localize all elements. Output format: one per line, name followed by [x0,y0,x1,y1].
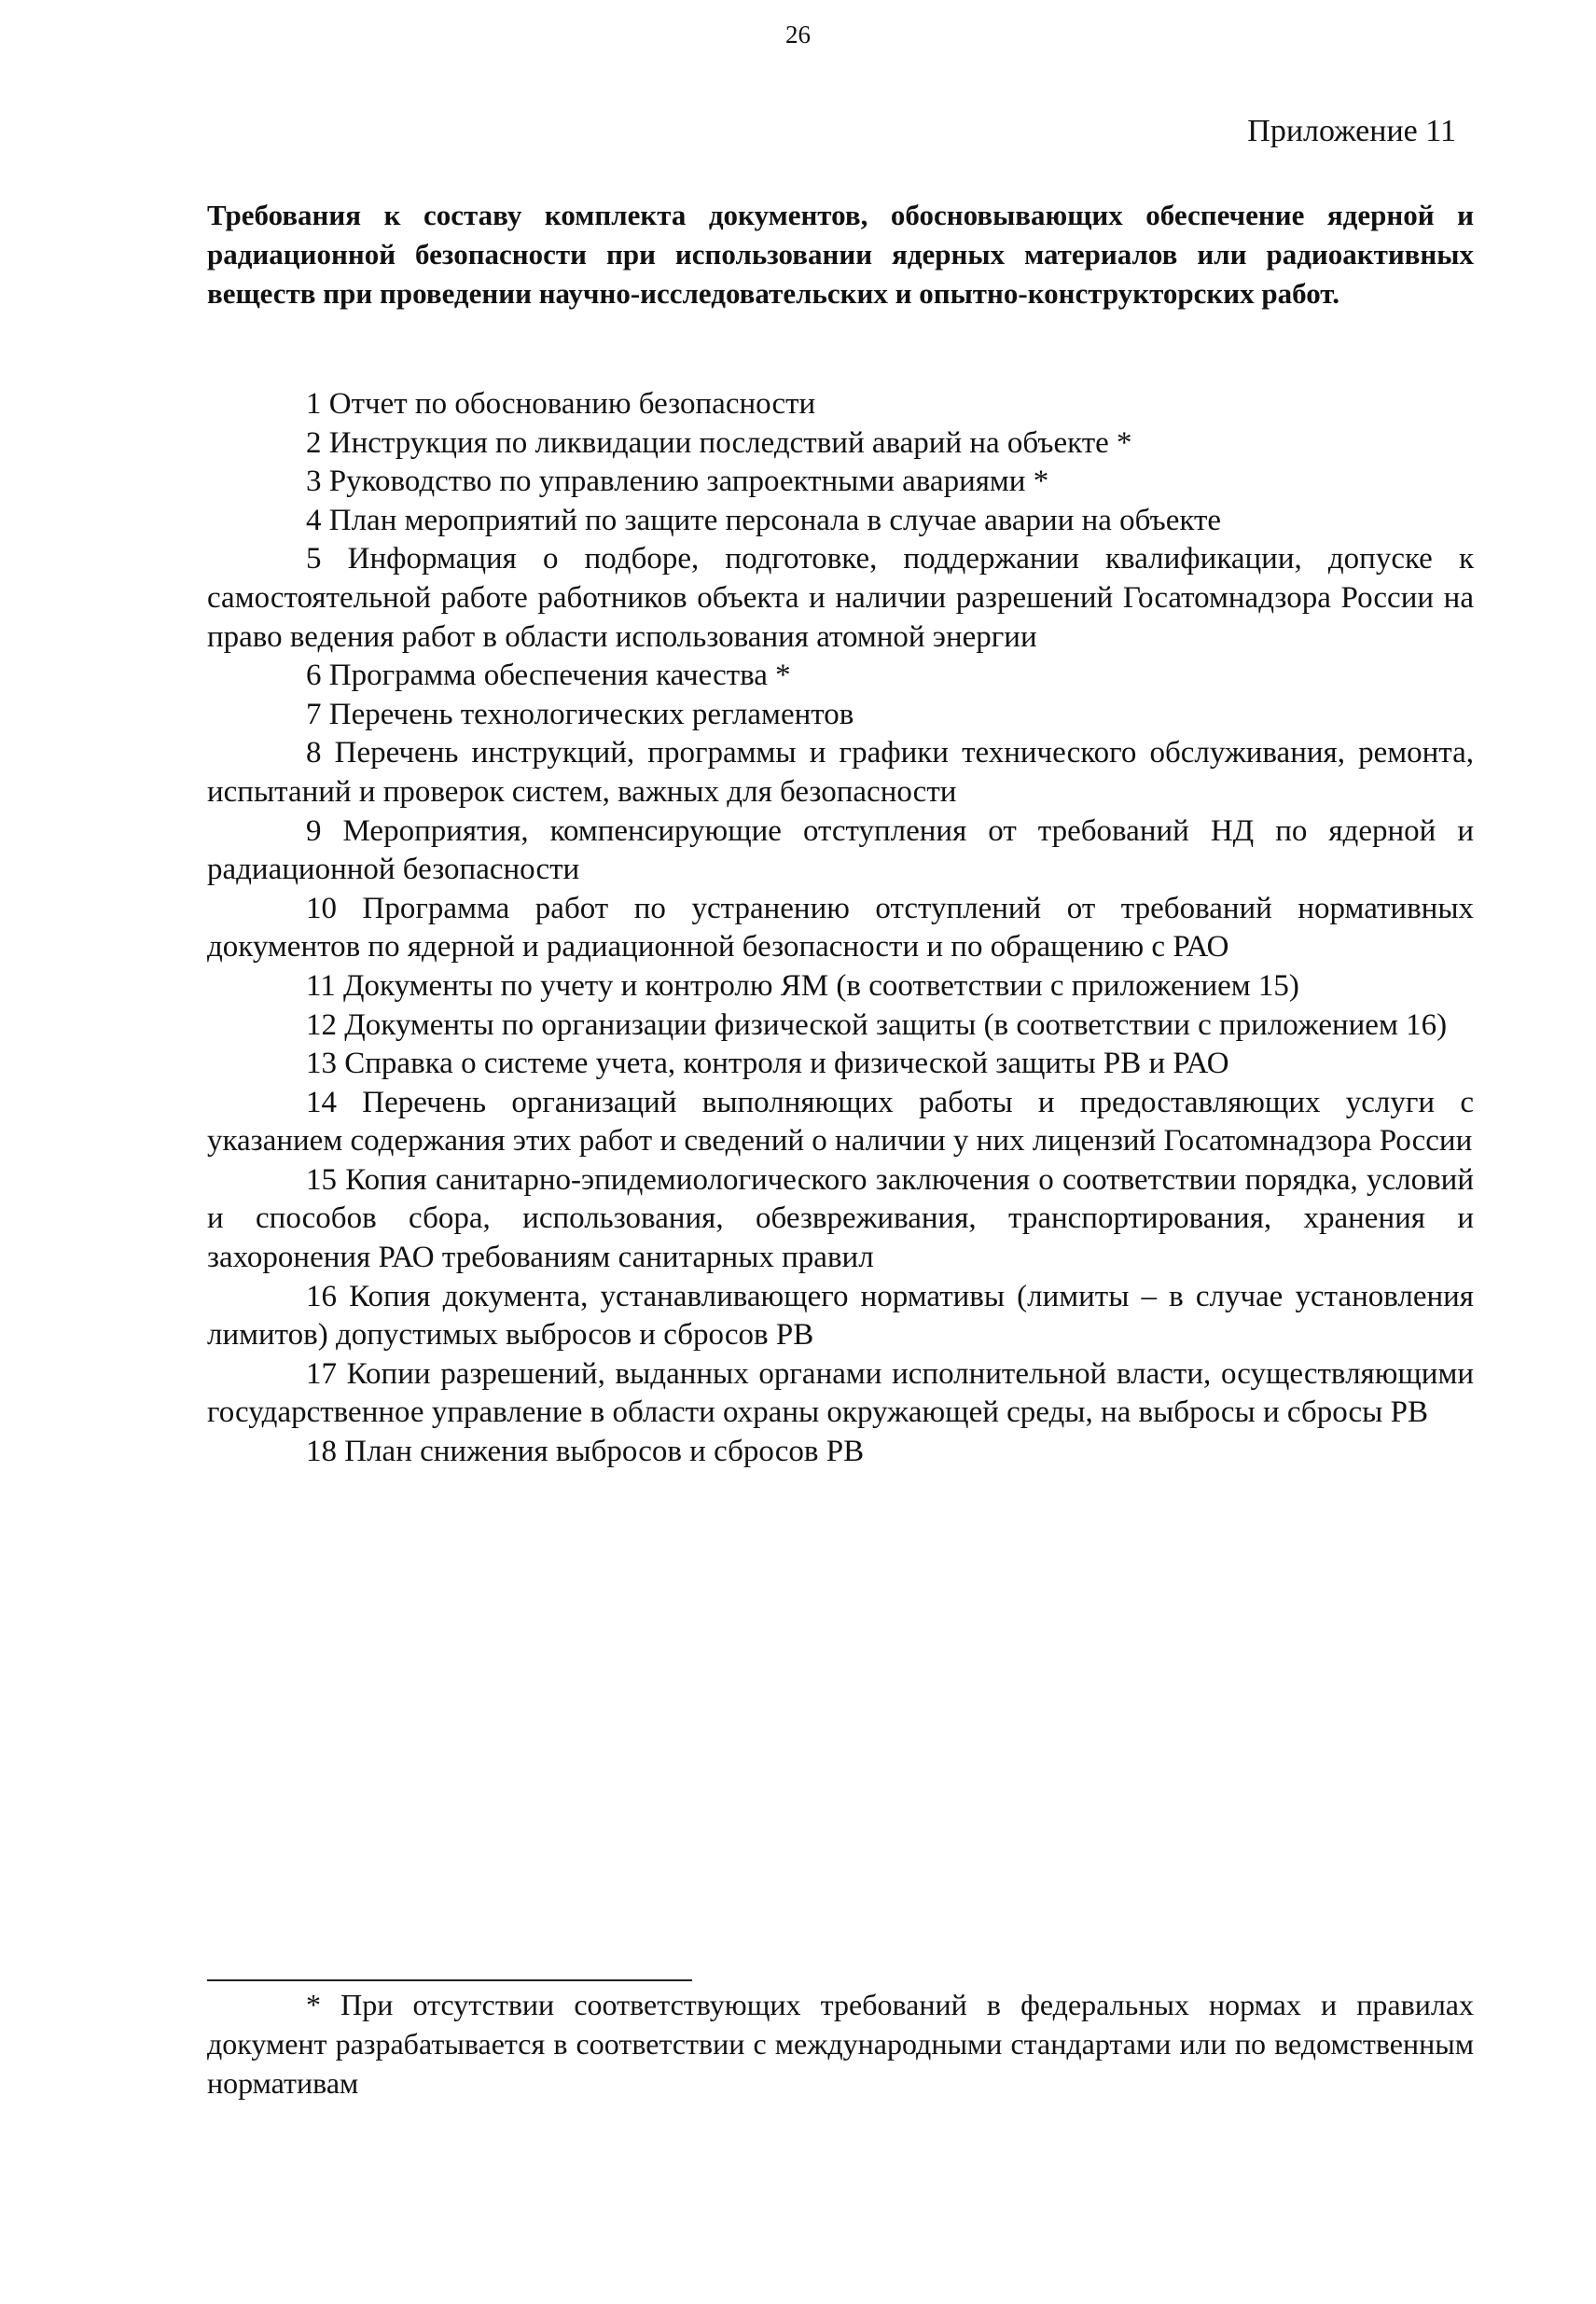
list-item: 13 Справка о системе учета, контроля и физической защиты РВ и РАО [306,1047,1229,1081]
list-item: 8 Перечень инструкций, программы и графики технического обслуживания, ремонта, испытаний и проверок систем, важных для безопасности [207,736,1474,809]
list-item: 16 Копия документа, устанавливающего нормативы (лимиты – в случае установления лимитов) допустимых выбросов и сбросов РВ [207,1279,1474,1353]
document-title: Требования к составу комплекта документов, обосновывающих обеспечение ядерной и радиационной безопасности при использовании ядерных материалов или радиоактивных веществ при проведении научно-исследовательских и опытно-конструкторских работ. [207,199,1474,310]
list-item: 1 Отчет по обоснованию безопасности [306,387,816,421]
list-item: 12 Документы по организации физической защиты (в соответствии с приложением 16) [306,1007,1448,1042]
appendix-label: Приложение 11 [1247,114,1456,148]
list-item: 7 Перечень технологических регламентов [306,697,854,731]
requirements-list [207,385,1474,1472]
list-item: 14 Перечень организаций выполняющих работы и предоставляющих услуги с указанием содержания этих работ и сведений о наличии у них лицензий Госатомнадзора России [207,1085,1474,1159]
footnote: * При отсутствии соответствующих требований в федеральных нормах и правилах документ разрабатывается в соответствии с международными стандартами или по ведомственным нормативам [207,1988,1474,2100]
list-item: 3 Руководство по управлению запроектными авариями * [306,465,1049,499]
list-item: 2 Инструкция по ликвидации последствий аварий на объекте * [306,425,1132,460]
list-item: 4 План мероприятий по защите персонала в случае аварии на объекте [306,503,1222,537]
footnote-divider [207,1979,692,1981]
list-item: 18 План снижения выбросов и сбросов РВ [306,1435,865,1469]
list-item: 10 Программа работ по устранению отступлений от требований нормативных документов по ядерной и радиационной безопасности и по обращению с РАО [207,891,1474,965]
list-item: 5 Информация о подборе, подготовке, поддержании квалификации, допуске к самостоятельной работе работников объекта и наличии разрешений Госатомнадзора России на право ведения работ в области использования атомной энергии [207,542,1474,654]
list-item: 11 Документы по учету и контролю ЯМ (в соответствии с приложением 15) [306,968,1299,1003]
list-item: 15 Копия санитарно-эпидемиологического заключения о соответствии порядка, условий и способов сбора, использования, обезвреживания, транспортирования, хранения и захоронения РАО требованиям санитарных правил [207,1162,1474,1275]
list-item: 9 Мероприятия, компенсирующие отступления от требований НД по ядерной и радиационной безопасности [207,813,1474,887]
list-item: 6 Программа обеспечения качества * [306,659,791,693]
list-item: 17 Копии разрешений, выданных органами исполнительной власти, осуществляющими государственное управление в области охраны окружающей среды, на выбросы и сбросы РВ [207,1356,1474,1430]
page-number: 26 [785,21,811,49]
